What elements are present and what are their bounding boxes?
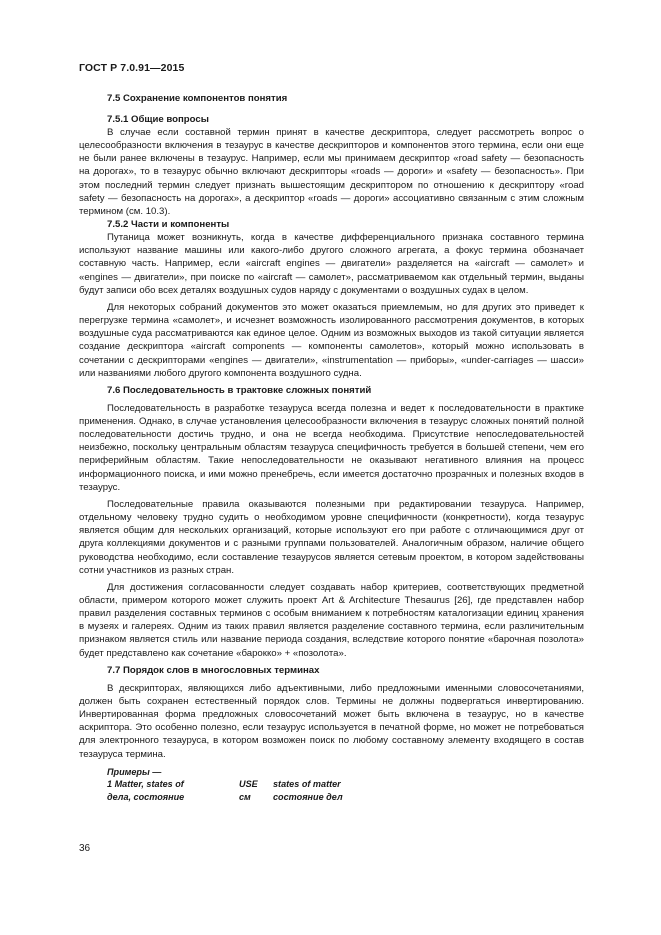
example-row <box>107 778 584 791</box>
example-term: дела, состояние <box>107 791 185 802</box>
page-number: 36 <box>79 843 91 854</box>
example-term: 1 Matter, states of <box>107 779 184 790</box>
section-7-5-heading: 7.5 Сохранение компонентов понятия <box>107 93 288 104</box>
section-7-5-1-heading: 7.5.1 Общие вопросы <box>107 114 209 125</box>
examples-block <box>107 766 584 804</box>
example-descriptor: состояние дел <box>273 791 343 802</box>
paragraph: Для достижения согласованности следует создавать набор критериев, соответствующих предметной области, примером которого может служить проект Art & Architecture Thesaurus [26], где представлен набор правил разделения составных терминов с особым вниманием к потребностям каталогизации единиц хранения в музеях и галереях. Одним из таких правил является разделение составного термина, если различительным признаком является стиль или название периода создания, вследствие которого понятие «барочная позолота» будет представлено как сочетание «барокко» + «позолота». <box>79 581 584 659</box>
standard-designation: ГОСТ Р 7.0.91—2015 <box>79 62 185 74</box>
example-row <box>107 791 584 804</box>
paragraph: Последовательные правила оказываются полезными при редактировании тезауруса. Например, отдельному человеку трудно судить о необходимом уровне специфичности (конкретности), когда тезаурус является общим для нескольких организаций, которые используют его при работе с отличающимися друг от друга коллекциями документов и с разными группами пользователей. Аналогичным образом, наличие общего руководства необходимо, если составление тезаурусов является сетевым проектом, в котором задействованы сотни участников из разных стран. <box>79 498 584 576</box>
example-descriptor: states of matter <box>273 779 341 790</box>
example-relation: см <box>239 791 251 802</box>
example-relation: USE <box>239 779 258 790</box>
paragraph: Для некоторых собраний документов это может оказаться приемлемым, но для других это приведет к перегрузке термина «самолет», и исчезнет возможность изолированного рассмотрения документов, в которых воздушные суда рассматриваются как единое целое. Одним из возможных выходов из такой ситуации является создание дескриптора «aircraft components — компоненты самолетов», который можно использовать в сочетании с дескрипторами «engines — двигатели», «instrumentation — приборы», «under-carriages — шасси» или названиями любого другого компонента воздушного судна. <box>79 301 584 379</box>
paragraph: Последовательность в разработке тезауруса всегда полезна и ведет к последовательности в практике применения. Однако, в случае установления целесообразности включения в тезаурус сложных понятий полной последовательности достичь трудно, и она не всегда необходима. Присутствие непоследовательностей неизбежно, поскольку центральным областям тезауруса специфичность требуется в большей степени, чем его периферийным областям. Такие непоследовательности не оказывают негативного влияния на процесс информационного поиска, и ими можно пренебречь, если имеется достаточно прозрачных и полезных входов в тезаурус. <box>79 402 584 493</box>
section-7-6-heading: 7.6 Последовательность в трактовке сложных понятий <box>107 384 372 396</box>
paragraph: В случае если составной термин принят в качестве дескриптора, следует рассмотреть вопрос о целесообразности включения в тезаурус в качестве дескрипторов и компонентов этого термина, если они еще не были ранее включены в тезаурус. Например, если мы принимаем дескриптор «road safety — безопасность на дорогах», то в тезаурус обычно включают дескрипторы «roads — дороги» и «safety — безопасность». При этом последний термин следует признать вышестоящим дескриптором по отношению к дескриптору «road safety — безопасность на дорогах», а дескриптор «roads — дороги» ассоциативно связанным с этим сложным термином (см. 10.3). <box>79 127 584 217</box>
section-7-7-heading: 7.7 Порядок слов в многословных терминах <box>107 664 320 676</box>
page-content <box>79 92 584 803</box>
section-7-5-2-heading: 7.5.2 Части и компоненты <box>107 219 230 231</box>
examples-label: Примеры — <box>107 766 162 777</box>
paragraph: В дескрипторах, являющихся либо адъективными, либо предложными именными словосочетаниями, должен быть сохранен естественный порядок слов. Термины не должны подвергаться инвертированию. Инвертированная форма предложных словосочетаний может быть включена в тезаурус, но в качестве аскриптора. Это особенно полезно, если тезаурус используется в печатной форме, но может не потребоваться для электронного тезауруса, в котором возможен поиск по любому составному элементу входящего в состав тезауруса термина. <box>79 682 584 760</box>
paragraph: Путаница может возникнуть, когда в качестве дифференциального признака составного термина используют название машины или какого-либо другого сложного агрегата, а фокус термина обозначает составную часть. Например, если «aircraft engines — двигатели» разделяется на «aircraft — самолет» и «engines — двигатели», при поиске по «aircraft — самолет», рассматриваемом как отдельный термин, выданы будут записи обо всех деталях воздушных судов наряду с документами о воздушных судах в целом. <box>79 232 584 296</box>
